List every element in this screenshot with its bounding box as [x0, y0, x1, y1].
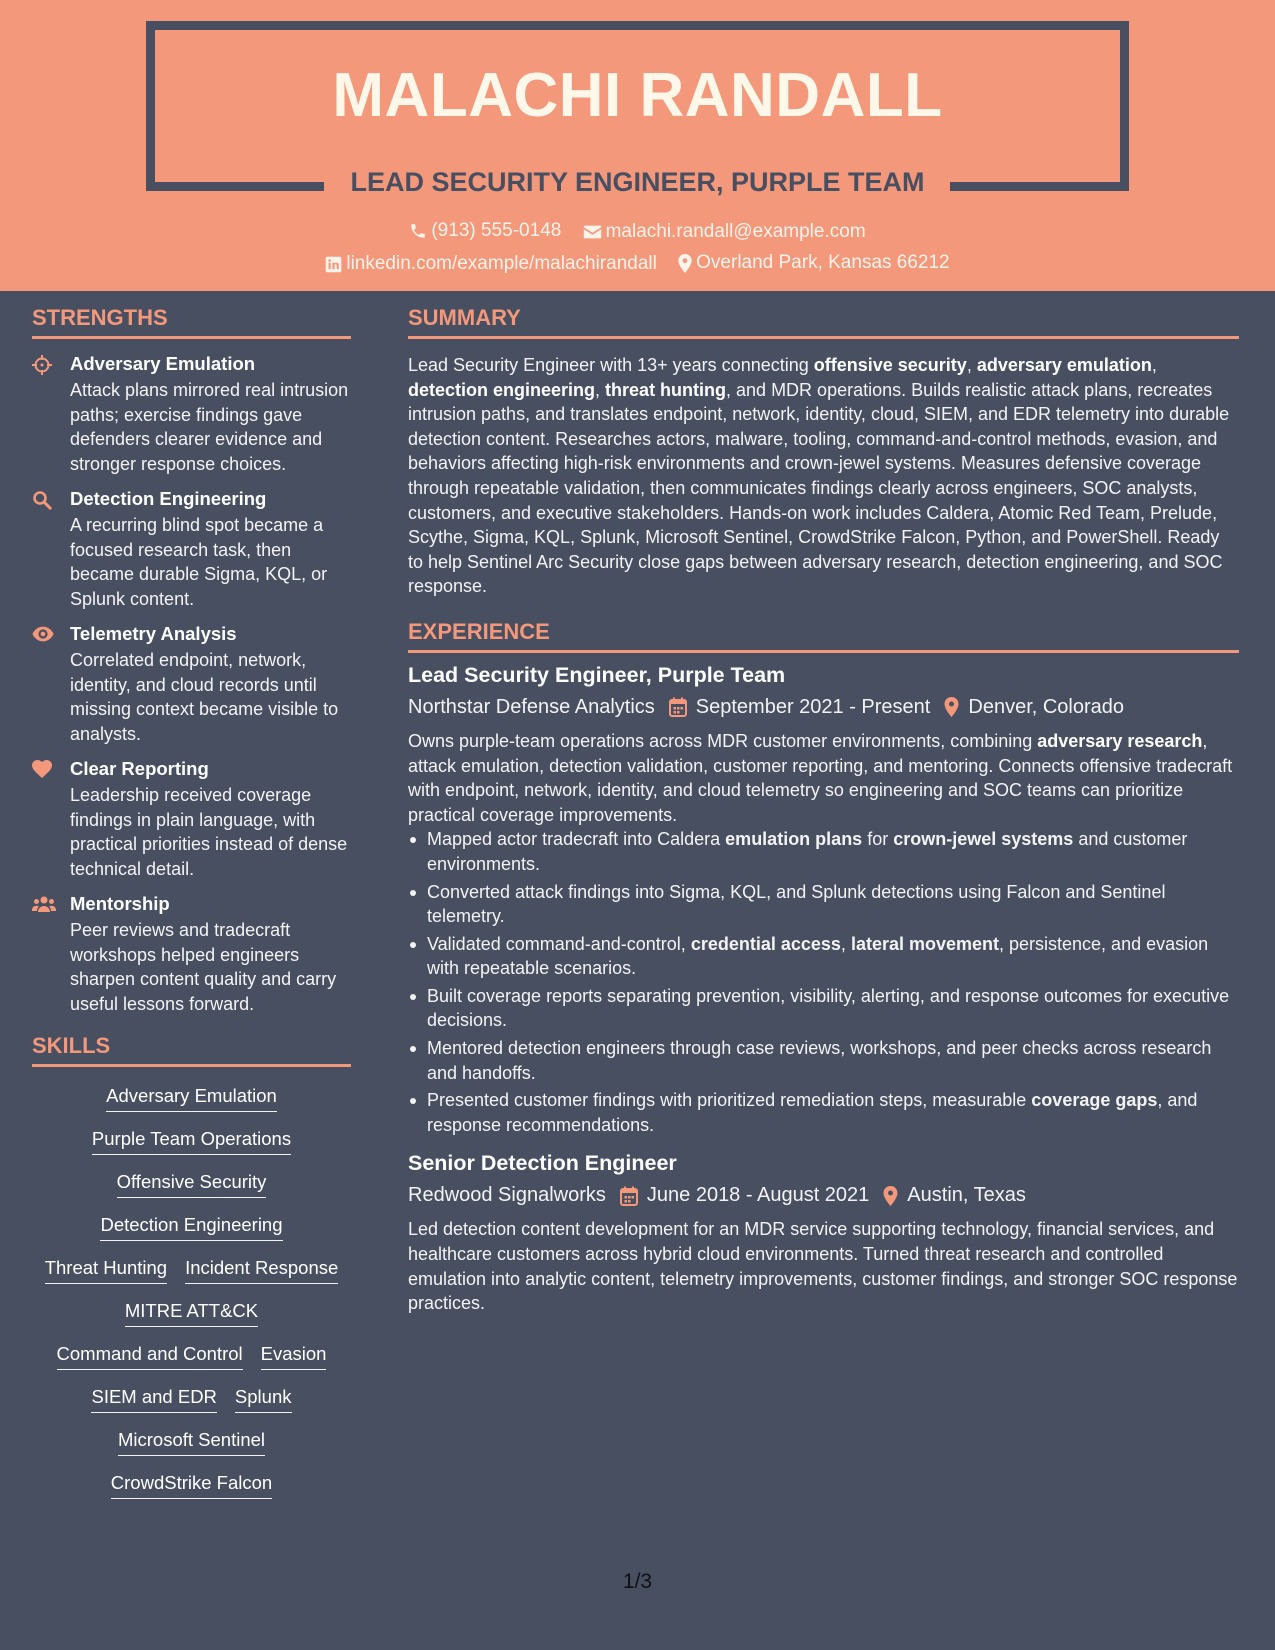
strength-title: Adversary Emulation: [70, 353, 256, 374]
list-item: [408, 984, 1239, 1033]
email-text[interactable]: malachi.randall@example.com: [605, 221, 866, 242]
strength-desc: Correlated endpoint, network, identity, and cloud records until missing context became visible to analysts.: [70, 650, 339, 744]
strength-desc: Peer reviews and tradecraft workshops helped engineers sharpen content quality and carry useful lessons forward.: [70, 920, 337, 1014]
emphasis-text: emulation plans: [725, 829, 863, 850]
search-icon: [32, 490, 52, 510]
strength-desc: A recurring blind spot became a focused research task, then became durable Sigma, KQL, or Splunk content.: [70, 515, 328, 609]
heart-icon: [32, 760, 52, 778]
skill-row: [32, 1429, 351, 1456]
skill-row: [32, 1214, 351, 1241]
job-company: [408, 1184, 606, 1207]
skills-heading: SKILLS: [32, 1033, 351, 1067]
emphasis-text: adversary emulation: [976, 355, 1152, 375]
text-run: Owns purple-team operations across MDR customer environments, combining: [408, 730, 1038, 751]
dates-text: September 2021 - Present: [695, 695, 931, 718]
job-dates: [669, 696, 931, 719]
contact-location: [678, 252, 950, 274]
skill-tag: Threat Hunting: [45, 1257, 167, 1284]
linkedin-icon: [325, 256, 342, 273]
map-pin-icon: [883, 1186, 898, 1206]
text-run: Presented customer findings with prioritized remediation steps, measurable: [427, 1090, 1032, 1111]
text-run: Mentored detection engineers through case reviews, workshops, and peer checks across research and handoffs.: [427, 1038, 1212, 1083]
text-run: , and MDR operations. Builds realistic attack plans, recreates intrusion paths, and translates endpoint, network, identity, cloud, SIEM, and EDR telemetry into durable detection content. Researches actors, malware, tooling, command-and-control methods, evasion, and behaviors affecting high-risk environments and crown-jewel systems. Measures defensive coverage through repeatable validation, then communicates findings clearly across engineers, SOC analysts, customers, and executive stakeholders. Hands-on work includes Caldera, Atomic Red Team, Prelude, Scythe, Sigma, KQL, Splunk, Microsoft Sentinel, CrowdStrike Falcon, Python, and PowerShell. Ready to help Sentinel Arc Security close gaps between adversary research, detection engineering, and SOC response.: [408, 379, 1230, 597]
text-run: , persistence, and evasion with repeatable scenarios.: [427, 933, 1209, 979]
text-run: Validated command-and-control,: [427, 933, 691, 954]
candidate-name: MALACHI RANDALL: [332, 61, 943, 130]
emphasis-text: crown-jewel systems: [893, 829, 1074, 850]
location-text: Overland Park, Kansas 66212: [696, 252, 950, 273]
summary-text: [408, 353, 1239, 599]
skill-row: [32, 1257, 351, 1284]
job-description: [408, 1217, 1239, 1315]
contact-row-1: [0, 220, 1275, 246]
text-run: ,: [966, 355, 977, 375]
candidate-role: LEAD SECURITY ENGINEER, PURPLE TEAM: [350, 167, 925, 197]
skill-tag: Microsoft Sentinel: [118, 1429, 265, 1456]
emphasis-text: credential access: [690, 933, 841, 954]
strength-title: Clear Reporting: [70, 758, 209, 779]
page-number: 1/3: [622, 1570, 653, 1593]
crosshair-icon: [32, 355, 52, 375]
job-title: Lead Security Engineer, Purple Team: [408, 662, 786, 687]
job-entry: [408, 1151, 1239, 1315]
phone-icon: [409, 222, 427, 240]
skill-tag: Command and Control: [57, 1343, 243, 1370]
strength-item: [32, 353, 351, 476]
list-item: [408, 880, 1239, 929]
text-run: and customer environments.: [427, 829, 1188, 874]
resume-header: [0, 0, 1275, 291]
strength-title: Mentorship: [70, 893, 170, 914]
text-run: Built coverage reports separating prevention, visibility, alerting, and response outcomes for executive decisions.: [427, 985, 1230, 1031]
skill-row: [32, 1386, 351, 1413]
contact-phone: [409, 220, 561, 242]
job-meta: [408, 696, 1239, 719]
skill-tag: Splunk: [235, 1386, 292, 1413]
job-location: [944, 696, 1124, 719]
skill-tag: Adversary Emulation: [106, 1085, 277, 1112]
experience-list: [408, 663, 1239, 1316]
emphasis-text: threat hunting: [605, 379, 727, 400]
users-icon: [32, 895, 56, 913]
contact-email[interactable]: [583, 221, 866, 243]
job-meta: [408, 1184, 1239, 1207]
skill-tag: Purple Team Operations: [92, 1128, 291, 1155]
skill-row: [32, 1085, 351, 1112]
list-item: [408, 1088, 1239, 1137]
skill-tag: Evasion: [261, 1343, 327, 1370]
right-column: [408, 305, 1239, 1316]
job-location-text: Austin, Texas: [907, 1184, 1026, 1207]
strength-item: [32, 758, 351, 881]
map-pin-icon: [678, 254, 692, 273]
text-run: Mapped actor tradecraft into Caldera: [427, 829, 726, 850]
contact-row-2: [0, 252, 1275, 279]
emphasis-text: adversary research: [1037, 730, 1203, 751]
text-run: Converted attack findings into Sigma, KQL, and Splunk detections using Falcon and Sentinel telemetry.: [427, 881, 1166, 927]
contact-linkedin[interactable]: [325, 253, 657, 275]
skill-tag: Offensive Security: [117, 1171, 267, 1198]
text-run: Led detection content development for an MDR service supporting technology, financial services, and healthcare customers across hybrid cloud environments. Turned threat research and controlled emulation into analytic content, telemetry improvements, customer findings, and stronger SOC response practices.: [408, 1219, 1238, 1314]
company-text: Northstar Defense Analytics: [408, 695, 655, 718]
skills-list: [32, 1085, 351, 1499]
strength-desc: Leadership received coverage findings in plain language, with practical priorities instead of dense technical detail.: [70, 785, 348, 879]
strength-desc: Attack plans mirrored real intrusion paths; exercise findings gave defenders clearer evidence and stronger response choices.: [70, 380, 349, 474]
text-run: , attack emulation, detection validation, customer reporting, and mentoring. Connects offensive tradecraft with endpoint, network, identity, and cloud telemetry so engineering and SOC teams can prioritize practical coverage improvements.: [408, 730, 1233, 825]
skill-row: [32, 1343, 351, 1370]
envelope-icon: [583, 224, 602, 240]
list-item: [408, 932, 1239, 981]
experience-heading: EXPERIENCE: [408, 619, 1239, 653]
linkedin-text[interactable]: linkedin.com/example/malachirandall: [346, 253, 657, 274]
job-bullets: [408, 827, 1239, 1137]
skill-row: [32, 1472, 351, 1499]
text-run: ,: [1151, 355, 1157, 375]
strengths-heading: STRENGTHS: [32, 305, 351, 339]
skill-row: [32, 1171, 351, 1198]
job-dates: [620, 1184, 869, 1207]
skill-row: [32, 1300, 351, 1327]
skill-tag: Detection Engineering: [100, 1214, 282, 1241]
text-run: ,: [595, 379, 606, 400]
list-item: [408, 827, 1239, 876]
emphasis-text: coverage gaps: [1031, 1090, 1158, 1111]
strength-title: Detection Engineering: [70, 488, 267, 509]
skill-row: [32, 1128, 351, 1155]
phone-text: (913) 555-0148: [431, 220, 562, 241]
text-run: ,: [840, 933, 851, 954]
strength-item: [32, 488, 351, 611]
list-item: [408, 1036, 1239, 1085]
strength-item: [32, 893, 351, 1016]
job-description: [408, 729, 1239, 827]
calendar-icon: [669, 697, 687, 717]
skill-tag: SIEM and EDR: [91, 1386, 216, 1413]
dates-text: June 2018 - August 2021: [646, 1184, 870, 1207]
job-entry: [408, 663, 1239, 1138]
strength-title: Telemetry Analysis: [70, 623, 237, 644]
map-pin-icon: [944, 697, 959, 717]
text-run: , and response recommendations.: [427, 1090, 1198, 1135]
job-title: Senior Detection Engineer: [408, 1151, 677, 1176]
emphasis-text: lateral movement: [850, 933, 999, 954]
calendar-icon: [620, 1186, 638, 1206]
company-text: Redwood Signalworks: [408, 1184, 606, 1207]
emphasis-text: offensive security: [813, 355, 967, 375]
skill-tag: CrowdStrike Falcon: [111, 1472, 272, 1499]
emphasis-text: detection engineering: [408, 379, 596, 400]
strength-item: [32, 623, 351, 746]
summary-heading: SUMMARY: [408, 305, 1239, 339]
eye-icon: [32, 625, 54, 643]
job-company: [408, 696, 655, 719]
skill-tag: MITRE ATT&CK: [125, 1300, 258, 1327]
job-location: [883, 1184, 1026, 1207]
job-location-text: Denver, Colorado: [968, 695, 1125, 718]
text-run: for: [862, 829, 894, 850]
left-column: [32, 305, 351, 1515]
text-run: Lead Security Engineer with 13+ years connecting: [408, 355, 814, 375]
skill-tag: Incident Response: [185, 1257, 338, 1284]
